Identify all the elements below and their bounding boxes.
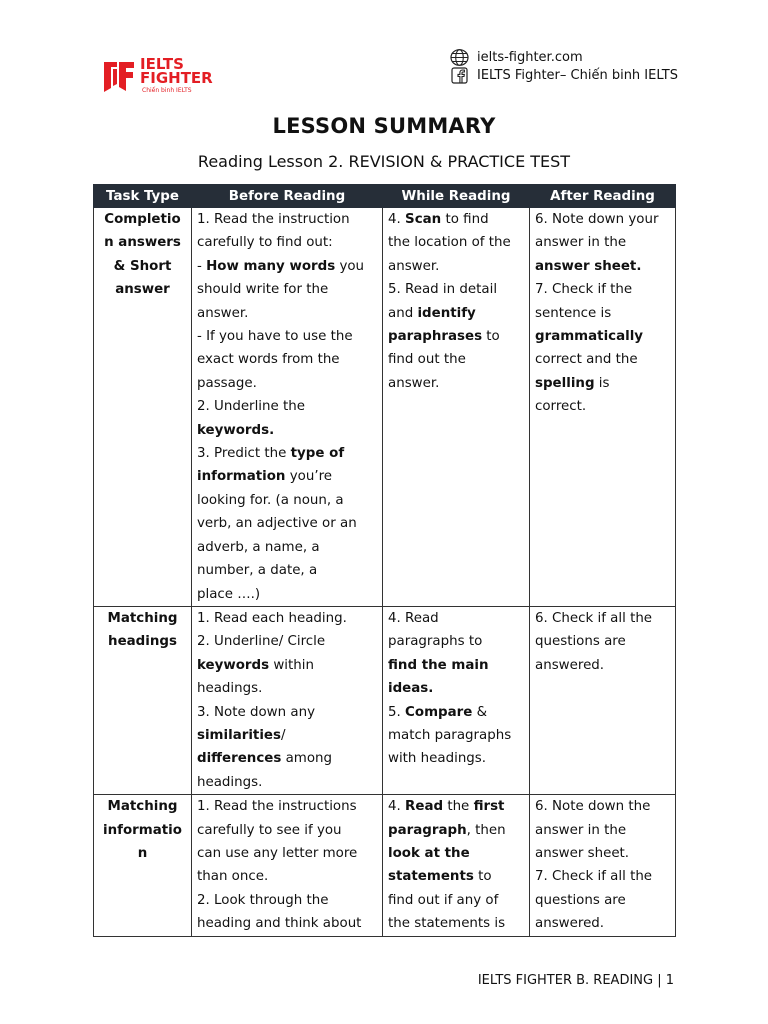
task-type-cell	[94, 607, 192, 795]
after-reading-cell	[530, 795, 676, 936]
bold-text: look at the	[388, 846, 470, 862]
text-segment: can use any letter more	[197, 846, 358, 862]
text-segment: 5.	[388, 704, 406, 720]
cell-text-line	[197, 255, 377, 278]
cell-text-line	[535, 607, 670, 630]
bold-text: keywords.	[197, 422, 275, 438]
text-segment: headings.	[197, 681, 263, 697]
bold-text: Read	[405, 799, 444, 815]
text-segment: the	[443, 799, 474, 815]
column-header-after-reading: After Reading	[530, 185, 676, 208]
bold-text: Compare	[405, 704, 473, 720]
text-segment: place ….)	[197, 586, 261, 602]
bold-text: grammatically	[535, 329, 644, 345]
cell-text-line	[197, 747, 377, 770]
text-segment: to	[473, 869, 492, 885]
logo-wordmark	[140, 57, 213, 85]
text-segment: 4.	[388, 212, 406, 227]
cell-text-line	[388, 278, 524, 301]
cell-text-line	[197, 278, 377, 301]
cell-text-line	[197, 724, 377, 747]
bold-text: identify	[417, 305, 476, 321]
text-segment: passage.	[197, 375, 257, 391]
task-type-line: n	[137, 846, 148, 862]
while-reading-cell	[383, 607, 530, 795]
cell-text-line	[535, 278, 670, 301]
cell-text-line	[535, 842, 670, 865]
text-segment: 4.	[388, 799, 406, 815]
cell-text-line	[388, 724, 524, 747]
cell-text-line	[535, 865, 670, 888]
text-segment: 7. Check if the	[535, 282, 633, 298]
cell-text-line	[197, 231, 377, 254]
text-segment: and	[388, 305, 418, 321]
text-segment: heading and think about	[197, 916, 362, 932]
cell-text-line	[388, 372, 524, 395]
text-segment: find out the	[388, 352, 466, 368]
cell-text-line	[388, 630, 524, 653]
text-segment: correct.	[535, 399, 587, 415]
after-reading-cell	[530, 607, 676, 795]
text-segment: answer sheet.	[535, 846, 630, 862]
cell-text-line	[197, 465, 377, 488]
text-segment: answer in the	[535, 235, 627, 251]
cell-text-line	[535, 795, 670, 818]
cell-text-line	[197, 889, 377, 912]
website-row	[449, 48, 678, 66]
table-row	[94, 208, 676, 607]
cell-text-line	[197, 701, 377, 724]
cell-text-line	[197, 536, 377, 559]
text-segment: answer in the	[535, 822, 627, 838]
bold-text: Scan	[405, 212, 442, 227]
cell-text-line	[197, 607, 377, 630]
table-row	[94, 795, 676, 936]
cell-text-line	[388, 889, 524, 912]
cell-text-line	[388, 701, 524, 724]
bold-text: find the main	[388, 657, 489, 673]
text-segment: 1. Read each heading.	[197, 611, 347, 626]
text-segment: should write for the	[197, 282, 329, 298]
text-segment: -	[197, 258, 207, 274]
text-segment: within	[269, 657, 314, 673]
column-header-while-reading: While Reading	[383, 185, 530, 208]
cell-text-line	[388, 912, 524, 935]
text-segment: number, a date, a	[197, 563, 318, 579]
text-segment: among	[281, 751, 333, 767]
globe-icon	[449, 49, 469, 66]
cell-text-line	[388, 302, 524, 325]
cell-text-line	[388, 795, 524, 818]
text-segment: answered.	[535, 657, 605, 673]
cell-text-line	[535, 348, 670, 371]
text-segment: 2. Underline the	[197, 399, 305, 415]
cell-text-line	[197, 677, 377, 700]
text-segment: answer.	[388, 375, 440, 391]
cell-text-line	[388, 325, 524, 348]
page-title: LESSON SUMMARY	[272, 114, 496, 138]
cell-text-line	[388, 208, 524, 231]
text-segment: you	[335, 258, 365, 274]
bold-text: keywords	[197, 657, 270, 673]
cell-text-line	[197, 771, 377, 794]
cell-text-line	[197, 795, 377, 818]
cell-text-line	[388, 607, 524, 630]
bold-text: answer sheet.	[535, 258, 642, 274]
text-segment: to	[482, 329, 500, 345]
cell-text-line	[535, 372, 670, 395]
text-segment: adverb, a name, a	[197, 539, 320, 555]
cell-text-line	[388, 819, 524, 842]
task-type-line: n answers	[104, 235, 181, 251]
text-segment: answer.	[197, 305, 249, 321]
logo-tagline: Chiến binh IELTS	[142, 87, 192, 94]
table-body	[94, 208, 676, 937]
logo-word-fighter: FIGHTER	[140, 69, 213, 87]
text-segment: paragraphs to	[388, 634, 483, 650]
text-segment: match paragraphs	[388, 728, 512, 744]
text-segment: is	[594, 375, 610, 391]
text-segment: correct and the	[535, 352, 638, 368]
cell-text-line	[535, 819, 670, 842]
task-type-line: Matching	[107, 611, 178, 626]
cell-text-line	[535, 231, 670, 254]
table-row	[94, 607, 676, 795]
cell-text-line	[197, 348, 377, 371]
bold-text: paraphrases	[388, 329, 483, 345]
bold-text: differences	[197, 751, 282, 767]
bold-text: How many words	[206, 258, 336, 274]
column-header-before-reading: Before Reading	[192, 185, 383, 208]
facebook-icon	[449, 67, 469, 84]
task-type-line: Completio	[104, 212, 181, 227]
task-type-line: & Short	[113, 258, 172, 274]
text-segment: 3. Note down any	[197, 704, 315, 720]
cell-text-line	[197, 842, 377, 865]
page-footer: IELTS FIGHTER B. READING | 1	[477, 973, 674, 988]
cell-text-line	[535, 255, 670, 278]
cell-text-line	[197, 325, 377, 348]
cell-text-line	[535, 889, 670, 912]
cell-text-line	[197, 912, 377, 935]
cell-text-line	[535, 208, 670, 231]
before-reading-cell	[192, 208, 383, 607]
text-segment: 7. Check if all the	[535, 869, 653, 885]
task-type-cell	[94, 795, 192, 936]
cell-text-line	[388, 677, 524, 700]
text-segment: 3. Predict the	[197, 446, 291, 462]
before-reading-cell	[192, 795, 383, 936]
text-segment: &	[472, 704, 488, 720]
text-segment: answered.	[535, 916, 605, 932]
bold-text: first	[473, 799, 505, 815]
logo-mark-icon	[102, 58, 136, 94]
cell-text-line	[197, 512, 377, 535]
cell-text-line	[535, 912, 670, 935]
text-segment: 6. Check if all the	[535, 611, 653, 626]
cell-text-line	[388, 865, 524, 888]
bold-text: statements	[388, 869, 474, 885]
cell-text-line	[535, 302, 670, 325]
text-segment: to find	[441, 212, 489, 227]
facebook-row	[449, 66, 678, 84]
cell-text-line	[197, 208, 377, 231]
text-segment: /	[280, 728, 286, 744]
website-link[interactable]: ielts-fighter.com	[477, 49, 583, 65]
cell-text-line	[535, 325, 670, 348]
table-header-row	[94, 185, 676, 208]
text-segment: find out if any of	[388, 892, 499, 908]
bold-text: type of	[290, 446, 345, 462]
cell-text-line	[535, 630, 670, 653]
cell-text-line	[197, 630, 377, 653]
ielts-fighter-logo	[102, 56, 222, 98]
bold-text: spelling	[535, 375, 595, 391]
text-segment: 1. Read the instructions	[197, 799, 357, 815]
before-reading-cell	[192, 607, 383, 795]
text-segment: you’re	[285, 469, 333, 485]
text-segment: 1. Read the instruction	[197, 212, 350, 227]
text-segment: 4. Read	[388, 611, 439, 626]
bold-text: paragraph	[388, 822, 467, 838]
text-segment: answer.	[388, 258, 440, 274]
text-segment: 2. Underline/ Circle	[197, 634, 326, 650]
cell-text-line	[197, 819, 377, 842]
logo-word-ielts: IELTS	[140, 55, 184, 73]
cell-text-line	[197, 559, 377, 582]
text-segment: the statements is	[388, 916, 506, 932]
cell-text-line	[197, 442, 377, 465]
cell-text-line	[388, 747, 524, 770]
contact-info	[449, 48, 678, 84]
task-type-line: answer	[115, 282, 170, 298]
text-segment: questions are	[535, 892, 626, 908]
lesson-summary-table	[93, 184, 676, 937]
text-segment: 6. Note down your	[535, 212, 659, 227]
task-type-line: headings	[108, 634, 177, 650]
text-segment: 5. Read in detail	[388, 282, 498, 298]
bold-text: information	[197, 469, 286, 485]
cell-text-line	[197, 395, 377, 418]
facebook-link[interactable]: IELTS Fighter– Chiến binh IELTS	[477, 67, 678, 83]
cell-text-line	[197, 865, 377, 888]
text-segment: - If you have to use the	[197, 329, 353, 345]
task-type-cell	[94, 208, 192, 607]
bold-text: similarities	[197, 728, 281, 744]
column-header-task-type: Task Type	[94, 185, 192, 208]
cell-text-line	[197, 583, 377, 606]
bold-text: ideas.	[388, 681, 434, 697]
text-segment: carefully to see if you	[197, 822, 342, 838]
text-segment: looking for. (a noun, a	[197, 492, 344, 508]
text-segment: 6. Note down the	[535, 799, 651, 815]
text-segment: , then	[466, 822, 506, 838]
text-segment: than once.	[197, 869, 269, 885]
text-segment: questions are	[535, 634, 626, 650]
cell-text-line	[388, 255, 524, 278]
cell-text-line	[535, 654, 670, 677]
cell-text-line	[388, 654, 524, 677]
text-segment: with headings.	[388, 751, 487, 767]
after-reading-cell	[530, 208, 676, 607]
cell-text-line	[388, 231, 524, 254]
while-reading-cell	[383, 208, 530, 607]
task-type-line: informatio	[103, 822, 182, 838]
text-segment: headings.	[197, 774, 263, 790]
cell-text-line	[197, 654, 377, 677]
text-segment: verb, an adjective or an	[197, 516, 357, 532]
text-segment: carefully to find out:	[197, 235, 333, 251]
text-segment: exact words from the	[197, 352, 340, 368]
cell-text-line	[535, 395, 670, 418]
cell-text-line	[388, 842, 524, 865]
cell-text-line	[197, 489, 377, 512]
text-segment: the location of the	[388, 235, 511, 251]
text-segment: 2. Look through the	[197, 892, 329, 908]
while-reading-cell	[383, 795, 530, 936]
cell-text-line	[197, 419, 377, 442]
page-subtitle: Reading Lesson 2. REVISION & PRACTICE TEST	[197, 152, 571, 171]
cell-text-line	[197, 302, 377, 325]
task-type-line: Matching	[107, 799, 178, 815]
cell-text-line	[197, 372, 377, 395]
text-segment: sentence is	[535, 305, 612, 321]
cell-text-line	[388, 348, 524, 371]
